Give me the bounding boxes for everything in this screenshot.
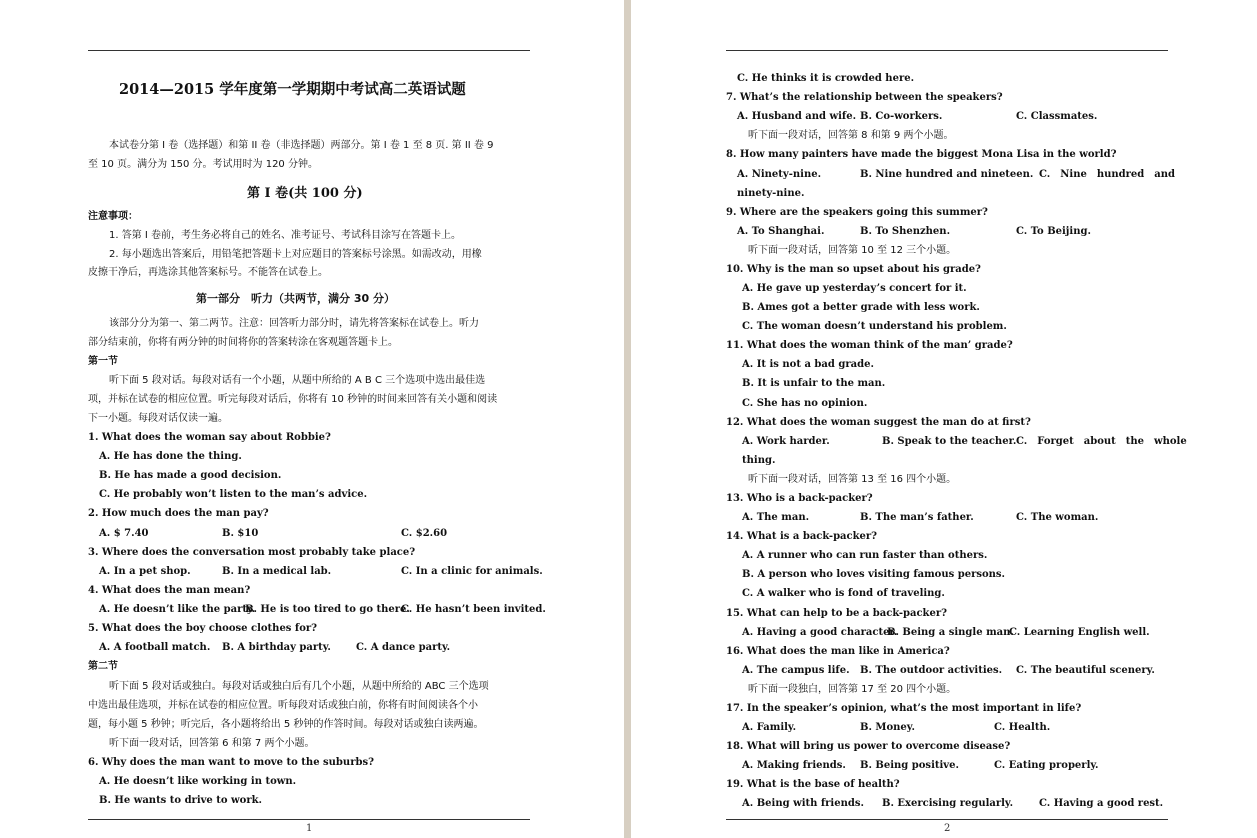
- option-17a: A. Family.: [742, 722, 797, 733]
- option-18b: B. Being positive.: [860, 760, 959, 771]
- listen-8-9: 听下面一段对话，回答第 8 和第 9 两个小题。: [748, 130, 954, 141]
- header-rule: [88, 50, 530, 51]
- section-1-desc-1: 听下面 5 段对话。每段对话有一个小题，从题中所给的 A B C 三个选项中选出最佳选: [109, 375, 486, 386]
- option-1c: C. He probably won’t listen to the man’s advice.: [99, 489, 368, 500]
- option-6b: B. He wants to drive to work.: [99, 795, 263, 806]
- section-2-desc-2: 中选出最佳选项，并标在试卷的相应位置。听每段对话或独白前，你将有时间阅读各个小: [88, 700, 478, 711]
- section-heading: 第 I 卷(共 100 分): [247, 186, 363, 201]
- option-9a: A. To Shanghai.: [737, 226, 825, 237]
- option-4b: B. He is too tired to go there.: [245, 604, 410, 615]
- section-2-desc-1: 听下面 5 段对话或独白。每段对话或独白后有几个小题，从题中所给的 ABC 三个选项: [109, 681, 489, 692]
- option-12b: B. Speak to the teacher.: [882, 436, 1017, 447]
- option-16a: A. The campus life.: [742, 665, 850, 676]
- intro-line-1: 本试卷分第 I 卷（选择题）和第 II 卷（非选择题）两部分。第 I 卷 1 至 8 页. 第 II 卷 9: [109, 140, 494, 151]
- question-7: 7. What’s the relationship between the speakers?: [726, 92, 1003, 103]
- option-19b: B. Exercising regularly.: [882, 798, 1014, 809]
- section-1-desc-3: 下一小题。每段对话仅读一遍。: [88, 413, 228, 424]
- option-14b: B. A person who loves visiting famous persons.: [742, 569, 1006, 580]
- question-4: 4. What does the man mean?: [88, 585, 251, 596]
- option-8c: C. Nine hundred and: [1039, 169, 1176, 180]
- question-3: 3. Where does the conversation most probably take place?: [88, 547, 416, 558]
- question-10: 10. Why is the man so upset about his grade?: [726, 264, 981, 275]
- page-2: [631, 0, 1257, 838]
- section-2-desc-3: 题，每小题 5 秒钟；听完后，各小题将给出 5 秒钟的作答时间。每段对话或独白读两遍。: [88, 719, 484, 730]
- option-19a: A. Being with friends.: [742, 798, 864, 809]
- question-2: 2. How much does the man pay?: [88, 508, 269, 519]
- option-11c: C. She has no opinion.: [742, 398, 868, 409]
- option-18a: A. Making friends.: [742, 760, 846, 771]
- option-10c: C. The woman doesn’t understand his problem.: [742, 321, 1007, 332]
- option-19c: C. Having a good rest.: [1039, 798, 1164, 809]
- question-9: 9. Where are the speakers going this summer?: [726, 207, 988, 218]
- notice-2a: 2. 每小题选出答案后，用铅笔把答题卡上对应题目的答案标号涂黑。如需改动，用橡: [109, 249, 482, 260]
- page-number: 2: [944, 823, 951, 834]
- option-5b: B. A birthday party.: [222, 642, 331, 653]
- option-4c: C. He hasn’t been invited.: [401, 604, 546, 615]
- option-7b: B. Co-workers.: [860, 111, 943, 122]
- option-15c: C. Learning English well.: [1009, 627, 1150, 638]
- section-1-desc-2: 项，并标在试卷的相应位置。听完每段对话后，你将有 10 秒钟的时间来回答有关小题和阅读: [88, 394, 498, 405]
- option-9b: B. To Shenzhen.: [860, 226, 951, 237]
- option-2b: B. $10: [222, 528, 259, 539]
- question-14: 14. What is a back-packer?: [726, 531, 878, 542]
- question-6: 6. Why does the man want to move to the suburbs?: [88, 757, 374, 768]
- question-17: 17. In the speaker’s opinion, what’s the most important in life?: [726, 703, 1082, 714]
- option-8b: B. Nine hundred and nineteen.: [860, 169, 1034, 180]
- option-15b: B. Being a single man.: [887, 627, 1014, 638]
- page-1: [0, 0, 624, 838]
- part1-desc-2: 部分结束前，你将有两分钟的时间将你的答案转涂在客观题答题卡上。: [88, 337, 398, 348]
- option-16b: B. The outdoor activities.: [860, 665, 1003, 676]
- option-2c: C. $2.60: [401, 528, 448, 539]
- option-5c: C. A dance party.: [356, 642, 451, 653]
- notice-1: 1. 答第 I 卷前，考生务必将自己的姓名、准考证号、考试科目涂写在答题卡上。: [109, 230, 462, 241]
- option-17c: C. Health.: [994, 722, 1051, 733]
- question-19: 19. What is the base of health?: [726, 779, 900, 790]
- option-8a: A. Ninety-nine.: [737, 169, 822, 180]
- option-3c: C. In a clinic for animals.: [401, 566, 543, 577]
- question-12: 12. What does the woman suggest the man do at first?: [726, 417, 1031, 428]
- option-8c-cont: ninety-nine.: [737, 188, 805, 199]
- option-13a: A. The man.: [742, 512, 810, 523]
- option-11a: A. It is not a bad grade.: [742, 359, 874, 370]
- option-14a: A. A runner who can run faster than others.: [742, 550, 988, 561]
- option-12a: A. Work harder.: [742, 436, 830, 447]
- part1-desc-1: 该部分分为第一、第二两节。注意：回答听力部分时，请先将答案标在试卷上。听力: [109, 318, 479, 329]
- listen-17-20: 听下面一段独白，回答第 17 至 20 四个小题。: [748, 684, 957, 695]
- notice-2b: 皮擦干净后，再选涂其他答案标号。不能答在试卷上。: [88, 267, 328, 278]
- footer-rule: [726, 819, 1168, 820]
- option-13b: B. The man’s father.: [860, 512, 974, 523]
- question-13: 13. Who is a back-packer?: [726, 493, 873, 504]
- exam-title: 2014—2015 学年度第一学期期中考试高二英语试题: [119, 81, 466, 98]
- intro-line-2: 至 10 页。满分为 150 分。考试用时为 120 分钟。: [88, 159, 318, 170]
- header-rule: [726, 50, 1168, 51]
- part1-heading: 第一部分 听力（共两节，满分 30 分）: [196, 292, 395, 305]
- option-17b: B. Money.: [860, 722, 915, 733]
- page-number: 1: [306, 823, 313, 834]
- option-18c: C. Eating properly.: [994, 760, 1099, 771]
- listen-6-7: 听下面一段对话，回答第 6 和第 7 两个小题。: [109, 738, 315, 749]
- option-16c: C. The beautiful scenery.: [1016, 665, 1155, 676]
- question-16: 16. What does the man like in America?: [726, 646, 950, 657]
- notice-label: 注意事项：: [88, 211, 138, 222]
- question-18: 18. What will bring us power to overcome disease?: [726, 741, 1011, 752]
- listen-13-16: 听下面一段对话，回答第 13 至 16 四个小题。: [748, 474, 957, 485]
- question-5: 5. What does the boy choose clothes for?: [88, 623, 318, 634]
- option-3a: A. In a pet shop.: [99, 566, 191, 577]
- question-1: 1. What does the woman say about Robbie?: [88, 432, 331, 443]
- option-12c-cont: thing.: [742, 455, 776, 466]
- listen-10-12: 听下面一段对话，回答第 10 至 12 三个小题。: [748, 245, 957, 256]
- option-7a: A. Husband and wife.: [737, 111, 857, 122]
- question-15: 15. What can help to be a back-packer?: [726, 608, 947, 619]
- page-divider: [624, 0, 631, 838]
- question-8: 8. How many painters have made the biggest Mona Lisa in the world?: [726, 149, 1117, 160]
- option-1b: B. He has made a good decision.: [99, 470, 282, 481]
- footer-rule: [88, 819, 530, 820]
- option-1a: A. He has done the thing.: [99, 451, 242, 462]
- option-11b: B. It is unfair to the man.: [742, 378, 886, 389]
- option-7c: C. Classmates.: [1016, 111, 1098, 122]
- option-6c: C. He thinks it is crowded here.: [737, 73, 915, 84]
- option-10b: B. Ames got a better grade with less work.: [742, 302, 980, 313]
- option-13c: C. The woman.: [1016, 512, 1099, 523]
- option-6a: A. He doesn’t like working in town.: [99, 776, 297, 787]
- section-2-label: 第二节: [88, 661, 118, 672]
- option-5a: A. A football match.: [99, 642, 211, 653]
- section-1-label: 第一节: [88, 356, 118, 367]
- option-12c: C. Forget about the whole: [1016, 436, 1187, 447]
- option-3b: B. In a medical lab.: [222, 566, 332, 577]
- question-11: 11. What does the woman think of the man’ grade?: [726, 340, 1013, 351]
- option-10a: A. He gave up yesterday’s concert for it.: [742, 283, 967, 294]
- option-9c: C. To Beijing.: [1016, 226, 1091, 237]
- option-2a: A. $ 7.40: [99, 528, 149, 539]
- option-4a: A. He doesn’t like the party.: [99, 604, 256, 615]
- option-15a: A. Having a good character.: [742, 627, 898, 638]
- option-14c: C. A walker who is fond of traveling.: [742, 588, 945, 599]
